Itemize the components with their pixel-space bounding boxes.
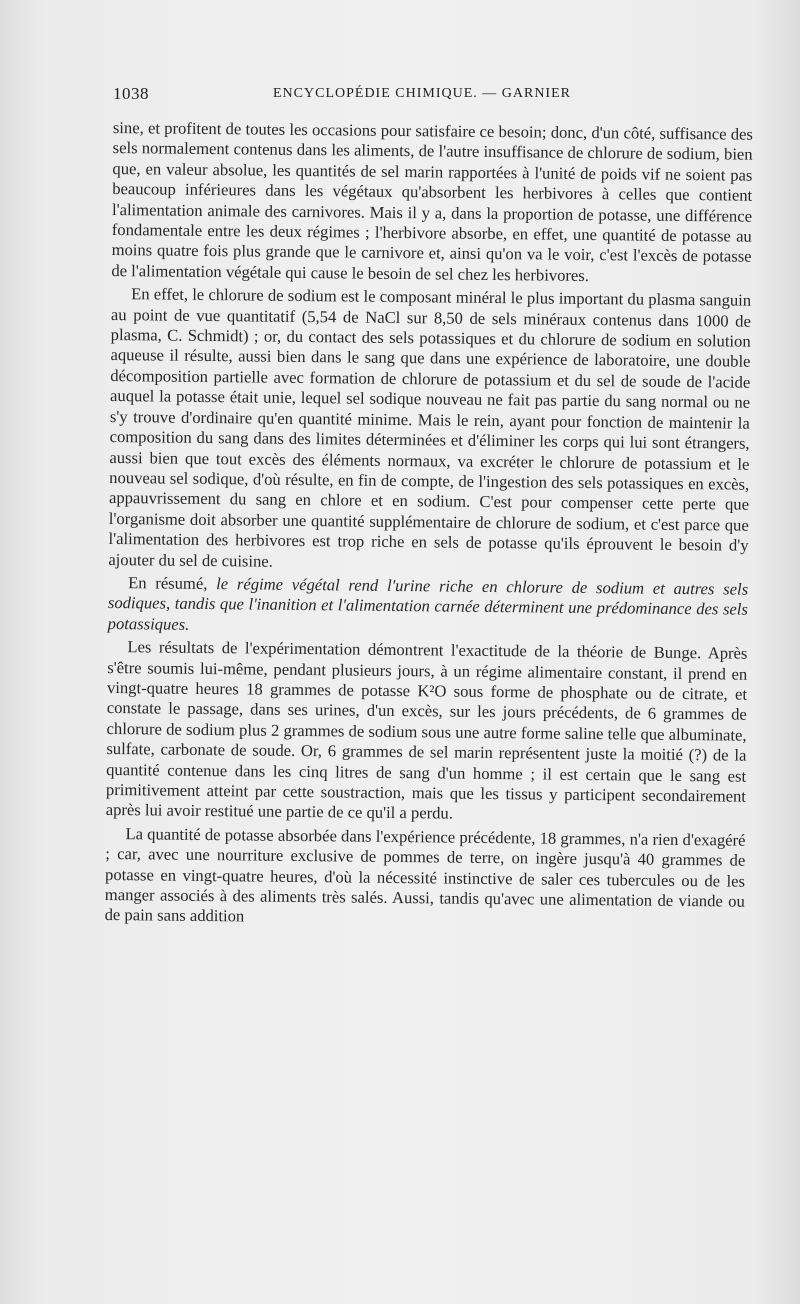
- paragraph-4: Les résultats de l'expérimentation démontrent l'exactitude de la théorie de Bunge. Après s'être soumis lui-même, pendant plusieurs jours, à un régime alimentaire constant, il prend en vingt-quatre heures 18 grammes de potasse K²O sous forme de phosphate ou de citrate, et constate le passage, dans ses urines, d'un excès, sur les jours précédents, de 6 grammes de chlorure de sodium plus 2 grammes de sodium sous une autre forme saline telle que albuminate, sulfate, carbonate de soude. Or, 6 grammes de sel marin représentent juste la moitié (?) de la quantité contenue dans les cinq litres de sang d'un homme ; il est certain que le sang est primitivement atteint par cette soustraction, mais que les tissus y participent secondairement après lui avoir restitué une partie de ce qu'il a perdu.: [105, 637, 748, 824]
- paragraph-5: La quantité de potasse absorbée dans l'expérience précédente, 18 grammes, n'a rien d'exagéré ; car, avec une nourriture exclusive de pommes de terre, on ingère jusqu'à 40 grammes de potasse en vingt-quatre heures, d'où la nécessité instinctive de saler ces tubercules ou de les manger associés à des aliments très salés. Aussi, tandis qu'avec une alimentation de viande ou de pain sans addition: [104, 823, 746, 926]
- summary-lead: En résumé,: [128, 573, 217, 594]
- page-number: 1038: [113, 84, 149, 103]
- running-title: ENCYCLOPÉDIE CHIMIQUE. — GARNIER: [273, 86, 571, 101]
- summary-italic: le régime végétal rend l'urine riche en chlorure de sodium et autres sels sodiques, tandis que l'inanition et l'alimentation carnée déterminent une prédominance des sels potassiques.: [107, 574, 749, 634]
- paragraph-3-summary: [108, 573, 749, 641]
- body-text: [105, 118, 753, 936]
- paragraph-1: sine, et profitent de toutes les occasions pour satisfaire ce besoin; donc, d'un côté, suffisance des sels normalement contenus dans les aliments, de l'autre insuffisance de chlorure de sodium, bien que, en valeur absolue, les quantités de sel marin rapportées à l'unité de poids vif ne soient pas beaucoup inférieures dans les végétaux qu'absorbent les herbivores à celles que contient l'alimentation animale des carnivores. Mais il y a, dans la proportion de potasse, une différence fondamentale entre les deux régimes ; l'herbivore absorbe, en effet, une quantité de potasse au moins quatre fois plus grande que le carnivore et, ainsi qu'on va le voir, c'est l'excès de potasse de l'alimentation végétale qui cause le besoin de sel chez les herbivores.: [111, 118, 753, 285]
- page-header: [113, 84, 753, 108]
- paragraph-2: En effet, le chlorure de sodium est le composant minéral le plus important du plasma sanguin au point de vue quantitatif (5,54 de NaCl sur 8,50 de sels minéraux contenus dans 1000 de plasma, C. Schmidt) ; or, du contact des sels potassiques et du chlorure de sodium en solution aqueuse il résulte, aussi bien dans le sang que dans une expérience de laboratoire, une double décomposition partielle avec formation de chlorure de potassium et du sel de soude de l'acide auquel la potasse était unie, lequel sel sodique nouveau ne fait pas partie du sang normal ou ne s'y trouve d'ordinaire qu'en quantité minime. Mais le rein, ayant pour fonction de maintenir la composition du sang dans des limites déterminées et d'éliminer les corps qui lui sont étrangers, aussi bien que tout excès des éléments normaux, va excréter le chlorure de potassium et le nouveau sel sodique, d'où résulte, en fin de compte, de l'ingestion des sels potassiques en excès, appauvrissement du sang en chlore et en sodium. C'est pour compenser cette perte que l'organisme doit absorber une quantité supplémentaire de chlorure de sodium, et c'est parce que l'alimentation des herbivores est trop riche en sels de potasse qu'ils éprouvent le besoin d'y ajouter du sel de cuisine.: [108, 284, 752, 571]
